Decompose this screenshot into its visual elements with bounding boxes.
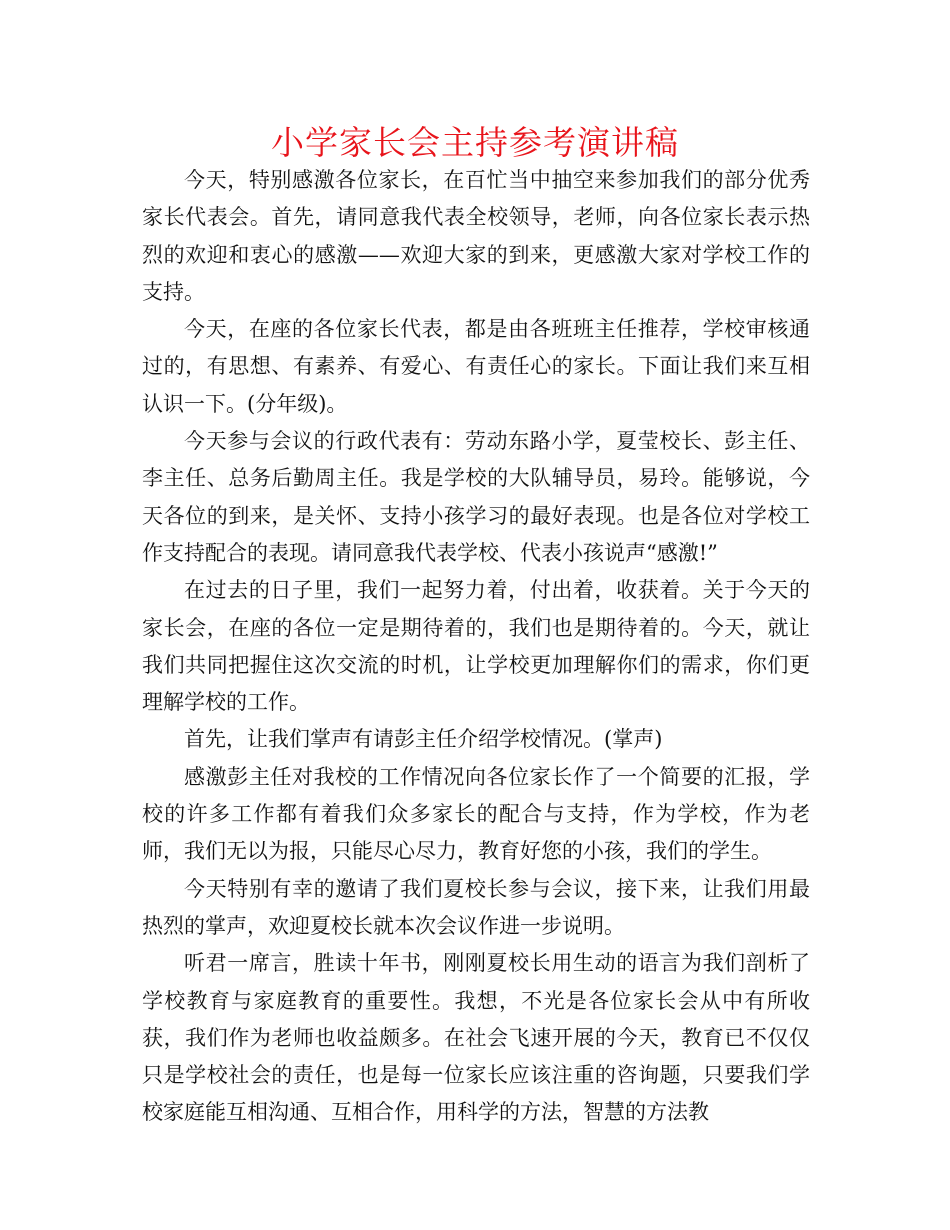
paragraph-7: 今天特别有幸的邀请了我们夏校长参与会议，接下来，让我们用最热烈的掌声，欢迎夏校长就本次会议作进一步说明。 xyxy=(142,876,810,938)
paragraph-5: 首先，让我们掌声有请彭主任介绍学校情况。(掌声) xyxy=(184,727,663,752)
paragraph-8: 听君一席言，胜读十年书，刚刚夏校长用生动的语言为我们剖析了学校教育与家庭教育的重要性。我想，不光是各位家长会从中有所收获，我们作为老师也收益颇多。在社会飞速开展的今天，教育已不仅仅只是学校社会的责任，也是每一位家长应该注重的咨询题，只要我们学校家庭能互相沟通、互相合作，用科学的方法，智慧的方法教 xyxy=(142,951,810,1125)
document-body xyxy=(142,162,810,1132)
paragraph-1: 今天，特别感激各位家长，在百忙当中抽空来参加我们的部分优秀家长代表会。首先，请同意我代表全校领导，老师，向各位家长表示热烈的欢迎和衷心的感激——欢迎大家的到来，更感激大家对学校工作的支持。 xyxy=(142,168,810,304)
paragraph-2: 今天，在座的各位家长代表，都是由各班班主任推荐，学校审核通过的，有思想、有素养、有爱心、有责任心的家长。下面让我们来互相认识一下。(分年级)。 xyxy=(142,317,810,416)
paragraph-4: 在过去的日子里，我们一起努力着，付出着，收获着。关于今天的家长会，在座的各位一定是期待着的，我们也是期待着的。今天，就让我们共同把握住这次交流的时机，让学校更加理解你们的需求，你们更理解学校的工作。 xyxy=(142,578,810,715)
paragraph-3: 今天参与会议的行政代表有：劳动东路小学，夏莹校长、彭主任、李主任、总务后勤周主任。我是学校的大队辅导员，易玲。能够说，今天各位的到来，是关怀、支持小孩学习的最好表现。也是各位对学校工作支持配合的表现。请同意我代表学校、代表小孩说声“感激!” xyxy=(142,429,810,565)
document-title: 小学家长会主持参考演讲稿 xyxy=(271,123,679,162)
paragraph-6: 感激彭主任对我校的工作情况向各位家长作了一个简要的汇报，学校的许多工作都有着我们众多家长的配合与支持，作为学校，作为老师，我们无以为报，只能尽心尽力，教育好您的小孩，我们的学生。 xyxy=(142,764,810,864)
